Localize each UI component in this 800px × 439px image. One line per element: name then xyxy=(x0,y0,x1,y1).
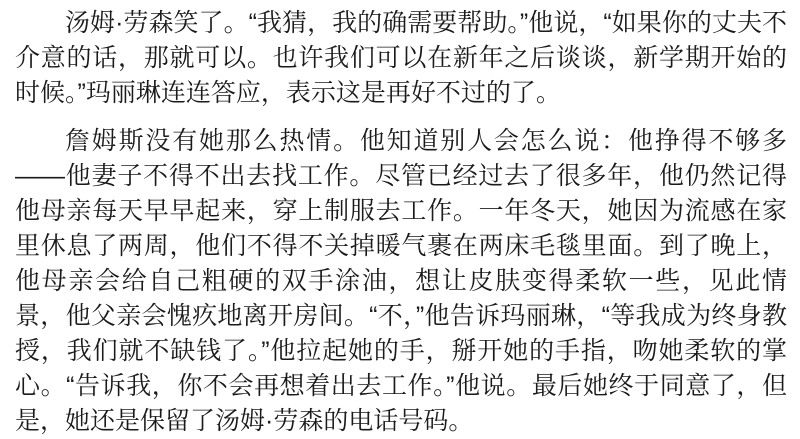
paragraph-2: 詹姆斯没有她那么热情。他知道别人会怎么说：他挣得不够多——他妻子不得不出去找工作。尽管已经过去了很多年，他仍然记得他母亲每天早早起来，穿上制服去工作。一年冬天，她因为流感在家里休息了两周，他们不得不关掉暖气裹在两床毛毯里面。到了晚上，他母亲会给自己粗硬的双手涂油，想让皮肤变得柔软一些，见此情景，他父亲会愧疚地离开房间。“不，”他告诉玛丽琳，“等我成为终身教授，我们就不缺钱了。”他拉起她的手，掰开她的手指，吻她柔软的掌心。“告诉我，你不会再想着出去工作。”他说。最后她终于同意了，但是，她还是保留了汤姆·劳森的电话号码。 xyxy=(15,127,787,435)
paragraph-1: 汤姆·劳森笑了。“我猜，我的确需要帮助。”他说，“如果你的丈夫不介意的话，那就可以。也许我们可以在新年之后谈谈，新学期开始的时候。”玛丽琳连连答应，表示这是再好不过的了。 xyxy=(15,9,787,107)
